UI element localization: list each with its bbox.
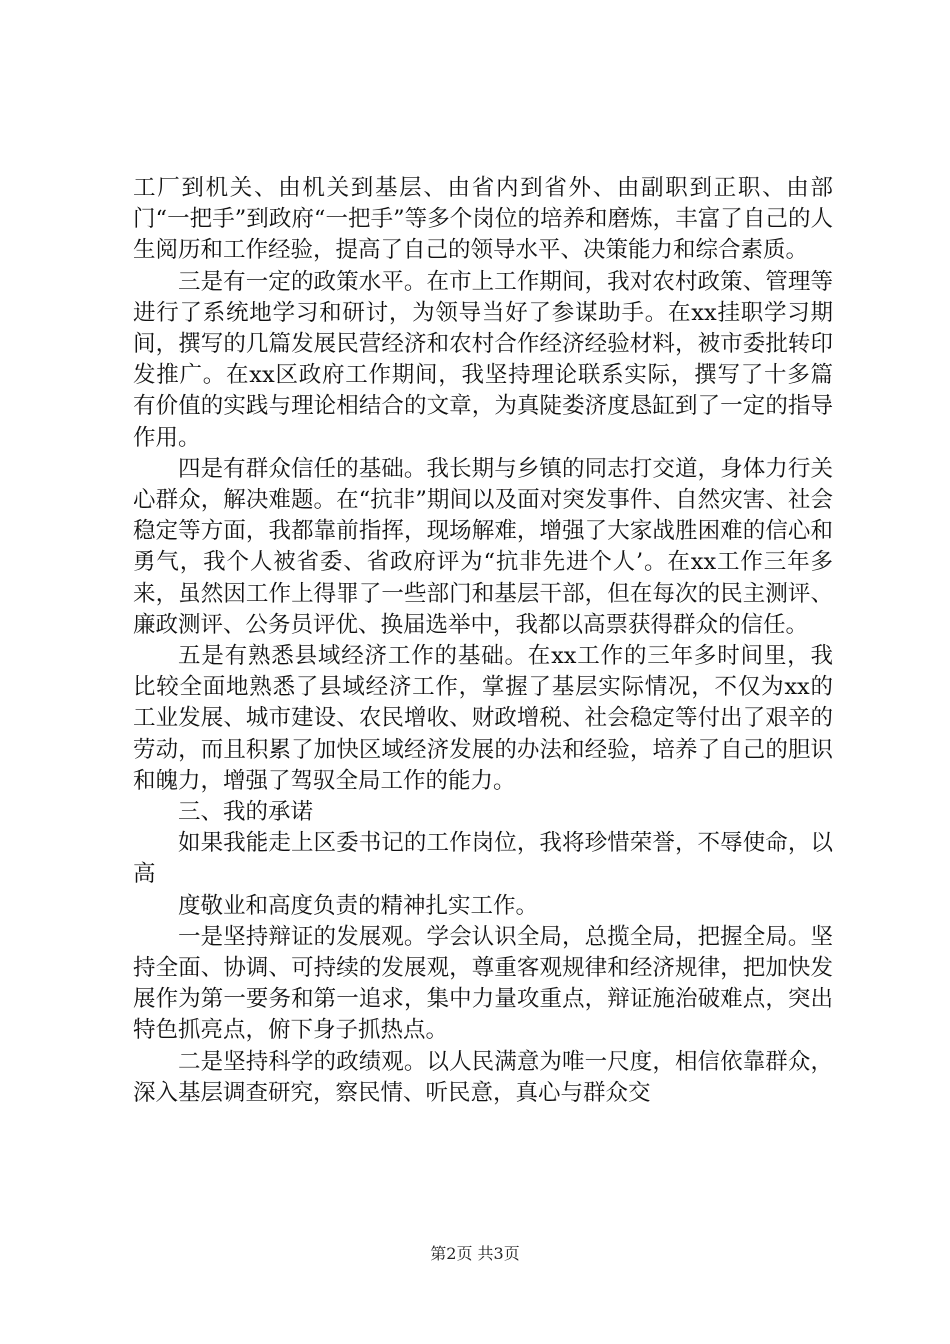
paragraph-6: 如果我能走上区委书记的工作岗位，我将珍惜荣誉，不辱使命，以高 — [133, 830, 833, 888]
paragraph-8: 一是坚持辩证的发展观。学会认识全局，总揽全局，把握全局。坚持全面、协调、可持续的发展观，尊重客观规律和经济规律，把加快发展作为第一要务和第一追求，集中力量攻重点，辩证施治破难点，突出特色抓亮点，俯下身子抓热点。 — [133, 923, 833, 1044]
paragraph-9: 二是坚持科学的政绩观。以人民满意为唯一尺度，相信依靠群众，深入基层调查研究，察民情、听民意，真心与群众交 — [133, 1048, 833, 1106]
paragraph-1: 工厂到机关、由机关到基层、由省内到省外、由副职到正职、由部门“一把手”到政府“一把手”等多个岗位的培养和磨炼，丰富了自己的人生阅历和工作经验，提高了自己的领导水平、决策能力和综合素质。 — [133, 175, 833, 264]
paragraph-3: 四是有群众信任的基础。我长期与乡镇的同志打交道，身体力行关心群众，解决难题。在“抗非”期间以及面对突发事件、自然灾害、社会稳定等方面，我都靠前指挥，现场解难，增强了大家战胜困难的信心和勇气，我个人被省委、省政府评为“抗非先进个人’。在xx工作三年多来，虽然因工作上得罪了一些部门和基层干部，但在每次的民主测评、廉政测评、公务员评优、换届选举中，我都以高票获得群众的信任。 — [133, 455, 833, 638]
paragraph-2: 三是有一定的政策水平。在市上工作期间，我对农村政策、管理等进行了系统地学习和研讨，为领导当好了参谋助手。在xx挂职学习期间，撰写的几篇发展民营经济和农村合作经济经验材料，被市委批转印发推广。在xx区政府工作期间，我坚持理论联系实际，撰写了十多篇有价值的实践与理论相结合的文章，为真陡娄济度恳缸到了一定的指导作用。 — [133, 268, 833, 451]
paragraph-4: 五是有熟悉县域经济工作的基础。在xx工作的三年多时间里，我比较全面地熟悉了县域经济工作，掌握了基层实际情况，不仅为xx的工业发展、城市建设、农民增收、财政增税、社会稳定等付出了艰辛的劳动，而且积累了加快区域经济发展的办法和经验，培养了自己的胆识和魄力，增强了驾驭全局工作的能力。 — [133, 643, 833, 794]
section-heading: 三、我的承诺 — [178, 799, 314, 826]
body-text — [133, 173, 833, 1109]
paragraph-7: 度敬业和高度负责的精神扎实工作。 — [178, 892, 539, 919]
page-number-footer: 第2页 共3页 — [430, 1244, 520, 1263]
